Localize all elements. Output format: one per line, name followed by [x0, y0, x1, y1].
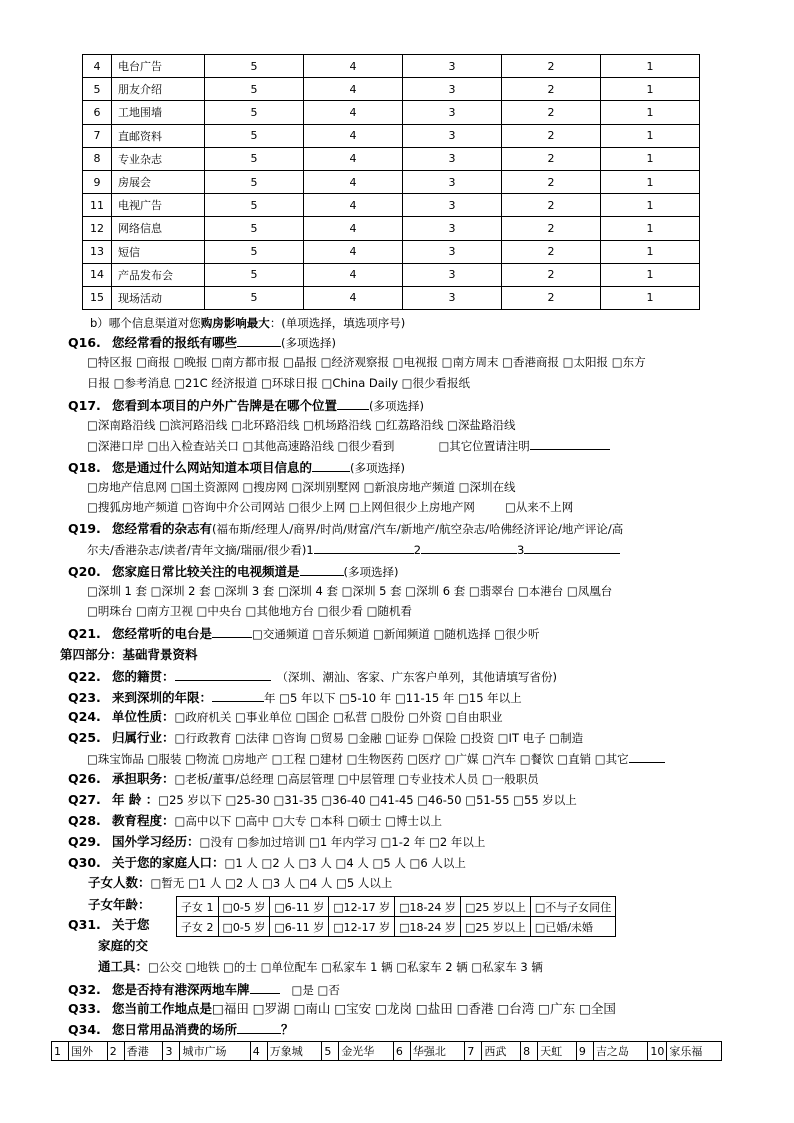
score-cell[interactable]: 4: [304, 240, 403, 263]
age-option[interactable]: □不与子女同住: [530, 897, 615, 917]
age-option[interactable]: □25 岁以上: [460, 897, 530, 917]
shop-name[interactable]: 家乐福: [667, 1042, 722, 1061]
score-cell[interactable]: 2: [502, 78, 601, 101]
shop-name[interactable]: 西武: [482, 1042, 521, 1061]
channel-label: 专业杂志: [112, 147, 205, 170]
age-option[interactable]: □6-11 岁: [270, 917, 329, 937]
row-index: 6: [83, 101, 112, 124]
score-cell[interactable]: 1: [601, 194, 700, 217]
child-label: 子女 2: [177, 917, 219, 937]
score-cell[interactable]: 3: [403, 263, 502, 286]
q22-row: Q22. 您的籍贯： （深圳、潮汕、客家、广东客户单列，其他请填写省份): [68, 669, 557, 684]
score-cell[interactable]: 3: [403, 101, 502, 124]
shop-number: 5: [322, 1042, 339, 1061]
score-cell[interactable]: 5: [205, 286, 304, 309]
shop-name[interactable]: 吉之岛: [593, 1042, 648, 1061]
score-cell[interactable]: 5: [205, 147, 304, 170]
q20-blank[interactable]: [300, 562, 344, 576]
q34-row: Q34. 您日常用品消费的场所 ？: [68, 1022, 294, 1037]
table-row: [52, 1042, 722, 1061]
q17-options-1[interactable]: □深南路沿线 □滨河路沿线 □北环路沿线 □机场路沿线 □红荔路沿线 □深盐路沿线: [87, 418, 516, 432]
score-cell[interactable]: 1: [601, 55, 700, 78]
shop-name[interactable]: 香港: [124, 1042, 163, 1061]
age-option[interactable]: □6-11 岁: [270, 897, 329, 917]
score-cell[interactable]: 1: [601, 78, 700, 101]
score-cell[interactable]: 3: [403, 124, 502, 147]
score-cell[interactable]: 4: [304, 217, 403, 240]
q16-options-1[interactable]: □特区报 □商报 □晚报 □南方都市报 □晶报 □经济观察报 □电视报 □南方周末 □香港商报 □太阳报 □东方: [87, 355, 646, 369]
row-index: 15: [83, 286, 112, 309]
score-cell[interactable]: 2: [502, 240, 601, 263]
table-row: [83, 263, 700, 286]
row-index: 7: [83, 124, 112, 147]
score-cell[interactable]: 5: [205, 263, 304, 286]
age-option[interactable]: □12-17 岁: [329, 897, 395, 917]
score-cell[interactable]: 5: [205, 170, 304, 193]
q23-row: Q23. 来到深圳的年限： 年 □5 年以下 □5-10 年 □11-15 年 □15 年以上: [68, 690, 522, 705]
q31-heading: Q31. 关于您: [68, 917, 150, 932]
q22-blank[interactable]: [175, 667, 271, 681]
children-age-table: [176, 896, 616, 937]
table-row: [83, 286, 700, 309]
child-label: 子女 1: [177, 897, 219, 917]
table-row: [83, 124, 700, 147]
shop-name[interactable]: 国外: [69, 1042, 108, 1061]
age-option[interactable]: □0-5 岁: [218, 917, 270, 937]
shop-number: 4: [250, 1042, 267, 1061]
rating-table: [82, 54, 700, 310]
score-cell[interactable]: 4: [304, 78, 403, 101]
score-cell[interactable]: 3: [403, 147, 502, 170]
score-cell[interactable]: 1: [601, 240, 700, 263]
table-row: [177, 917, 616, 937]
q30-row: Q30. 关于您的家庭人口：□1 人 □2 人 □3 人 □4 人 □5 人 □6 人以上: [68, 855, 466, 870]
q17-blank[interactable]: [337, 396, 369, 410]
q16-options-2[interactable]: 日报 □参考消息 □21C 经济报道 □环球日报 □China Daily □很少看报纸: [87, 376, 471, 390]
row-index: 9: [83, 170, 112, 193]
score-cell[interactable]: 2: [502, 286, 601, 309]
channel-label: 现场活动: [112, 286, 205, 309]
q34-blank[interactable]: [237, 1020, 281, 1034]
score-cell[interactable]: 4: [304, 124, 403, 147]
sub-question-b: b）哪个信息渠道对您购房影响最大：(单项选择，填选项序号): [90, 316, 406, 330]
table-row: [83, 55, 700, 78]
score-cell[interactable]: 2: [502, 217, 601, 240]
q18-blank[interactable]: [312, 458, 350, 472]
q18-heading: Q18. 您是通过什么网站知道本项目信息的 (多项选择): [68, 460, 405, 475]
q16-blank[interactable]: [237, 333, 281, 347]
score-cell[interactable]: 3: [403, 55, 502, 78]
score-cell[interactable]: 3: [403, 170, 502, 193]
channel-label: 工地围墙: [112, 101, 205, 124]
q33-row: Q33. 您当前工作地点是□福田 □罗湖 □南山 □宝安 □龙岗 □盐田 □香港 □台湾 □广东 □全国: [68, 1001, 616, 1016]
score-cell[interactable]: 4: [304, 101, 403, 124]
table-row: [83, 101, 700, 124]
score-cell[interactable]: 3: [403, 217, 502, 240]
age-option[interactable]: □18-24 岁: [395, 897, 461, 917]
q23-blank[interactable]: [212, 688, 264, 702]
q28-row: Q28. 教育程度：□高中以下 □高中 □大专 □本科 □硕士 □博士以上: [68, 813, 442, 828]
score-cell[interactable]: 2: [502, 124, 601, 147]
q17-other-blank[interactable]: [530, 436, 610, 450]
shop-name[interactable]: 万象城: [267, 1042, 322, 1061]
shop-number: 6: [393, 1042, 410, 1061]
q21-heading: Q21. 您经常听的电台是 □交通频道 □音乐频道 □新闻频道 □随机选择 □很少听: [68, 626, 540, 641]
q24-row: Q24. 单位性质：□政府机关 □事业单位 □国企 □私营 □股份 □外资 □自由职业: [68, 709, 503, 724]
shop-number: 7: [465, 1042, 482, 1061]
score-cell[interactable]: 4: [304, 55, 403, 78]
table-row: [83, 217, 700, 240]
q29-row: Q29. 国外学习经历：□没有 □参加过培训 □1 年内学习 □1-2 年 □2 年以上: [68, 834, 486, 849]
shopping-place-table: [51, 1041, 722, 1061]
q18-options-2[interactable]: □搜狐房地产频道 □咨询中介公司网站 □很少上网 □上网但很少上房地产网 □从来不上网: [87, 500, 574, 514]
score-cell[interactable]: 2: [502, 101, 601, 124]
q18-options-1[interactable]: □房地产信息网 □国土资源网 □搜房网 □深圳别墅网 □新浪房地产频道 □深圳在线: [87, 480, 516, 494]
q20-options-2[interactable]: □明珠台 □南方卫视 □中央台 □其他地方台 □很少看 □随机看: [87, 604, 412, 618]
score-cell[interactable]: 2: [502, 194, 601, 217]
q19-fill[interactable]: 尔夫/香港杂志/读者/青年文摘/瑞丽/很少看)1 2 3: [87, 540, 620, 559]
q32-row: Q32. 您是否持有港深两地车牌 □是 □否: [68, 982, 340, 997]
channel-label: 网络信息: [112, 217, 205, 240]
table-row: [83, 147, 700, 170]
shop-number: 10: [648, 1042, 667, 1061]
score-cell[interactable]: 5: [205, 194, 304, 217]
q26-row: Q26. 承担职务：□老板/董事/总经理 □高层管理 □中层管理 □专业技术人员 □一般职员: [68, 771, 539, 786]
age-option[interactable]: □25 岁以上: [460, 917, 530, 937]
score-cell[interactable]: 1: [601, 101, 700, 124]
age-option[interactable]: □0-5 岁: [218, 897, 270, 917]
channel-label: 短信: [112, 240, 205, 263]
q32-blank[interactable]: [250, 980, 280, 994]
section-title: 第四部分：基础背景资料: [60, 647, 198, 662]
channel-label: 产品发布会: [112, 263, 205, 286]
q25-row: Q25. 归属行业：□行政教育 □法律 □咨询 □贸易 □金融 □证券 □保险 □投资 □IT 电子 □制造: [68, 730, 584, 745]
q17-heading: Q17. 您看到本项目的户外广告牌是在哪个位置 (多项选择): [68, 398, 424, 413]
table-row: [83, 240, 700, 263]
channel-label: 房展会: [112, 170, 205, 193]
table-row: [83, 170, 700, 193]
row-index: 5: [83, 78, 112, 101]
score-cell[interactable]: 2: [502, 263, 601, 286]
score-cell[interactable]: 1: [601, 170, 700, 193]
score-cell[interactable]: 5: [205, 55, 304, 78]
channel-label: 电台广告: [112, 55, 205, 78]
row-index: 11: [83, 194, 112, 217]
row-index: 13: [83, 240, 112, 263]
shop-name[interactable]: 天虹: [538, 1042, 577, 1061]
age-option[interactable]: □12-17 岁: [329, 917, 395, 937]
score-cell[interactable]: 4: [304, 147, 403, 170]
score-cell[interactable]: 2: [502, 55, 601, 78]
score-cell[interactable]: 1: [601, 147, 700, 170]
score-cell[interactable]: 5: [205, 78, 304, 101]
score-cell[interactable]: 5: [205, 101, 304, 124]
row-index: 4: [83, 55, 112, 78]
row-index: 14: [83, 263, 112, 286]
score-cell[interactable]: 3: [403, 240, 502, 263]
score-cell[interactable]: 5: [205, 217, 304, 240]
q20-options-1[interactable]: □深圳 1 套 □深圳 2 套 □深圳 3 套 □深圳 4 套 □深圳 5 套 □深圳 6 套 □翡翠台 □本港台 □凤凰台: [87, 584, 613, 598]
channel-label: 电视广告: [112, 194, 205, 217]
score-cell[interactable]: 5: [205, 124, 304, 147]
shop-name[interactable]: 金光华: [339, 1042, 394, 1061]
q19-heading: Q19. 您经常看的杂志有(福布斯/经理人/商界/时尚/财富/汽车/新地产/航空杂志/哈佛经济评论/地产评论/高: [68, 521, 624, 536]
q27-row: Q27. 年 龄 ：□25 岁以下 □25-30 □31-35 □36-40 □41-45 □46-50 □51-55 □55 岁以上: [68, 792, 577, 807]
shop-name[interactable]: 城市广场: [180, 1042, 250, 1061]
q20-heading: Q20. 您家庭日常比较关注的电视频道是 (多项选择): [68, 564, 399, 579]
shop-number: 2: [107, 1042, 124, 1061]
score-cell[interactable]: 4: [304, 263, 403, 286]
shop-number: 1: [52, 1042, 69, 1061]
row-index: 8: [83, 147, 112, 170]
q25-options-2[interactable]: □珠宝饰品 □服装 □物流 □房地产 □工程 □建材 □生物医药 □医疗 □广媒 □汽车 □餐饮 □直销 □其它: [87, 749, 665, 768]
channel-label: 直邮资料: [112, 124, 205, 147]
age-option[interactable]: □已婚/未婚: [530, 917, 615, 937]
q21-blank[interactable]: [212, 624, 252, 638]
q31-row: 通工具：□公交 □地铁 □的士 □单位配车 □私家车 1 辆 □私家车 2 辆 □私家车 3 辆: [98, 959, 543, 974]
score-cell[interactable]: 1: [601, 217, 700, 240]
q31-heading-cont: 家庭的交: [98, 938, 149, 953]
table-row: [177, 897, 616, 917]
channel-label: 朋友介绍: [112, 78, 205, 101]
table-row: [83, 194, 700, 217]
score-cell[interactable]: 3: [403, 194, 502, 217]
children-count-row: 子女人数：□暂无 □1 人 □2 人 □3 人 □4 人 □5 人以上: [88, 875, 393, 890]
q16-heading: Q16. 您经常看的报纸有哪些 (多项选择): [68, 335, 336, 350]
score-cell[interactable]: 3: [403, 286, 502, 309]
q17-options-2[interactable]: □深港口岸 □出入检查站关口 □其他高速路沿线 □很少看到 □其它位置请注明: [87, 436, 610, 455]
shop-name[interactable]: 华强北: [410, 1042, 465, 1061]
score-cell[interactable]: 4: [304, 286, 403, 309]
score-cell[interactable]: 1: [601, 124, 700, 147]
children-age-label: 子女年龄：: [88, 897, 151, 912]
score-cell[interactable]: 4: [304, 194, 403, 217]
score-cell[interactable]: 2: [502, 147, 601, 170]
score-cell[interactable]: 1: [601, 263, 700, 286]
age-option[interactable]: □18-24 岁: [395, 917, 461, 937]
score-cell[interactable]: 2: [502, 170, 601, 193]
score-cell[interactable]: 4: [304, 170, 403, 193]
shop-number: 8: [521, 1042, 538, 1061]
table-row: [83, 78, 700, 101]
score-cell[interactable]: 5: [205, 240, 304, 263]
score-cell[interactable]: 3: [403, 78, 502, 101]
shop-number: 3: [163, 1042, 180, 1061]
score-cell[interactable]: 1: [601, 286, 700, 309]
row-index: 12: [83, 217, 112, 240]
shop-number: 9: [576, 1042, 593, 1061]
